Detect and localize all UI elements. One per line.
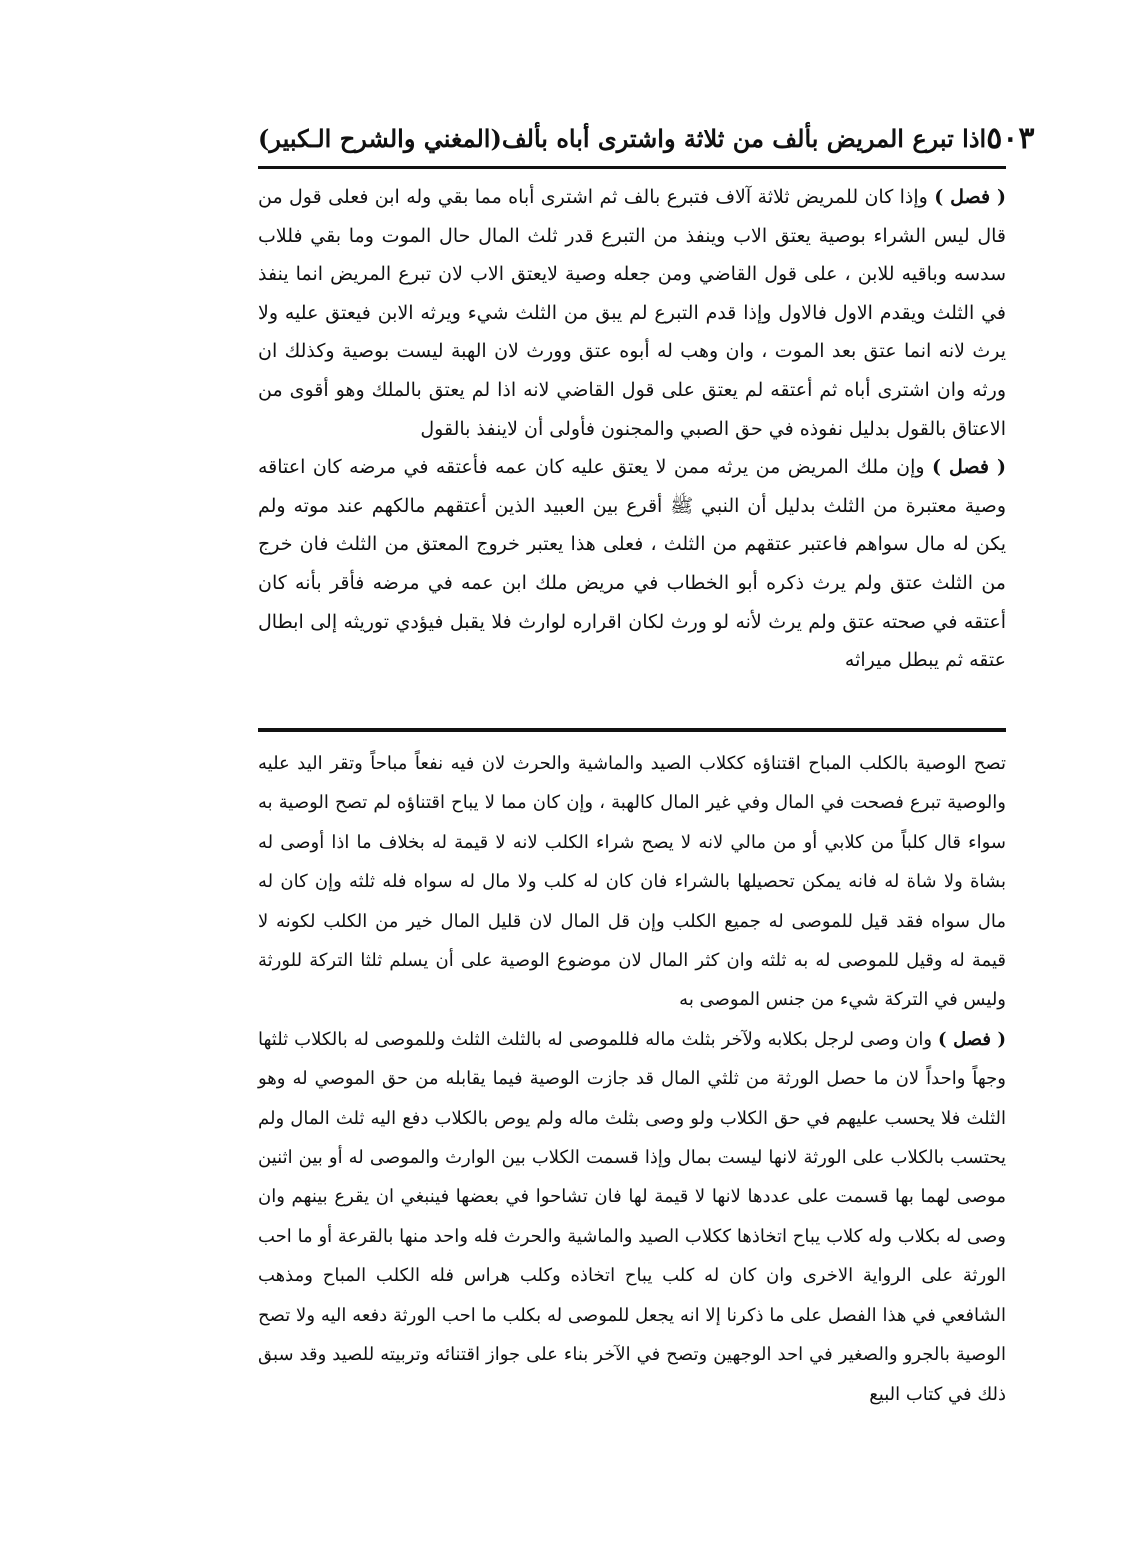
commentary-paragraph-1 [258,744,1006,1020]
chapter-subject: اذا تبرع المريض بألف من ثلاثة واشترى أباه بألف [501,123,987,153]
paragraph-text: وإن ملك المريض من يرثه ممن لا يعتق عليه كان عمه فأعتقه في مرضه كان اعتاقه وصية معتبرة من الثلث بدليل أن النبي ﷺ أقرع بين العبيد الذين أعتقهم مالكهم عند موته ولم يكن له مال سواهم فاعتبر عتقهم من الثلث ، فعلى هذا يعتبر خروج المعتق من الثلث فان خرج من الثلث عتق ولم يرث ذكره أبو الخطاب في مريض ملك ابن عمه في مرضه فأقر بأنه كان أعتقه في صحته عتق ولم يرث لأنه لو ورث لكان اقراره لوارث فلا يقبل فيؤدي توريثه إلى ابطال عتقه ثم يبطل ميراثه [258,456,1006,672]
main-paragraph-1 [258,178,1006,448]
book-page [258,108,1035,1508]
main-paragraph-2 [258,448,1006,680]
commentary-paragraph-2 [258,1020,1006,1414]
main-text [258,178,1006,680]
paragraph-text: وان وصى لرجل بكلابه ولآخر بثلث ماله فللموصى له بالثلث الثلث وللموصى له بالكلاب ثلثها وجهاً واحداً لان ما حصل الورثة من ثلثي المال قد جازت الوصية فيما يقابله من حق الموصي له وهو الثلث فلا يحسب عليهم في حق الكلاب ولو وصى بثلث ماله ولم يوص بالكلاب دفع اليه ثلث المال ولم يحتسب بالكلاب على الورثة لانها ليست بمال وإذا قسمت الكلاب بين الوارث والموصى له أو بين اثنين موصى لهما بها قسمت على عددها لانها لا قيمة لها فان تشاحوا في بعضها فينبغي ان يقرع بينهم وان وصى له بكلاب وله كلاب يباح اتخاذها ككلاب الصيد والماشية والحرث فله واحد منها بالقرعة أو ما احب الورثة على الرواية الاخرى وان كان له كلب يباح اتخاذه وكلب هراس فله الكلب المباح ومذهب الشافعي في هذا الفصل على ما ذكرنا إلا انه يجعل للموصى له بكلب ما احب الورثة دفعه اليه ولا تصح الوصية بالجرو والصغير في احد الوجهين وتصح في الآخر بناء على جواز اقتنائه وتربيته للصيد وقد سبق ذلك في كتاب البيع [258,1028,1006,1405]
header-divider [258,166,1006,169]
book-title: (المغني والشرح الـكبير) [258,123,502,153]
paragraph-text: وإذا كان للمريض ثلاثة آلاف فتبرع بالف ثم اشترى أباه مما بقي وله ابن فعلى قول من قال ليس الشراء بوصية يعتق الاب وينفذ من التبرع قدر ثلث المال حال الموت وما بقي فللاب سدسه وباقيه للابن ، على قول القاضي ومن جعله وصية لايعتق الاب لان تبرع المريض انما ينفذ في الثلث ويقدم الاول فالاول وإذا قدم التبرع لم يبق من الثلث شيء ويرثه الابن فيعتق عليه ولا يرث لانه انما عتق بعد الموت ، وان وهب له أبوه عتق وورث لان الهبة ليست بوصية وكذلك ان ورثه وان اشترى أباه ثم أعتقه لم يعتق على قول القاضي لانه اذا لم يعتق بالملك وهو أقوى من الاعتاق بالقول بدليل نفوذه في حق الصبي والمجنون فأولى أن لاينفذ بالقول [258,186,1006,440]
commentary-text [258,744,1006,1414]
section-lead: ( فصل ) [932,456,1006,479]
page-header [258,116,1035,160]
page-number: ٥٠٣ [986,120,1035,156]
section-divider [258,728,1006,732]
paragraph-text: تصح الوصية بالكلب المباح اقتناؤه ككلاب الصيد والماشية والحرث لان فيه نفعاً مباحاً وتقر اليد عليه والوصية تبرع فصحت في المال وفي غير المال كالهبة ، وإن كان مما لا يباح اقتناؤه لم تصح الوصية به سواء قال كلباً من كلابي أو من مالي لانه لا يصح شراء الكلب لانه لا قيمة له بخلاف ما اذا أوصى له بشاة ولا شاة له فانه يمكن تحصيلها بالشراء فان كان له كلب ولا مال له سواه فله ثلثه وإن كان له مال سواه فقد قيل للموصى له جميع الكلب وإن قل المال لان قليل المال خير من الكلب لكونه لا قيمة له وقيل للموصى له به ثلثه وان كثر المال لان موضوع الوصية على أن يسلم ثلثا التركة للورثة وليس في التركة شيء من جنس الموصى به [258,753,1006,1011]
section-lead: ( فصل ) [934,186,1006,208]
section-lead: ( فصل ) [938,1028,1006,1050]
